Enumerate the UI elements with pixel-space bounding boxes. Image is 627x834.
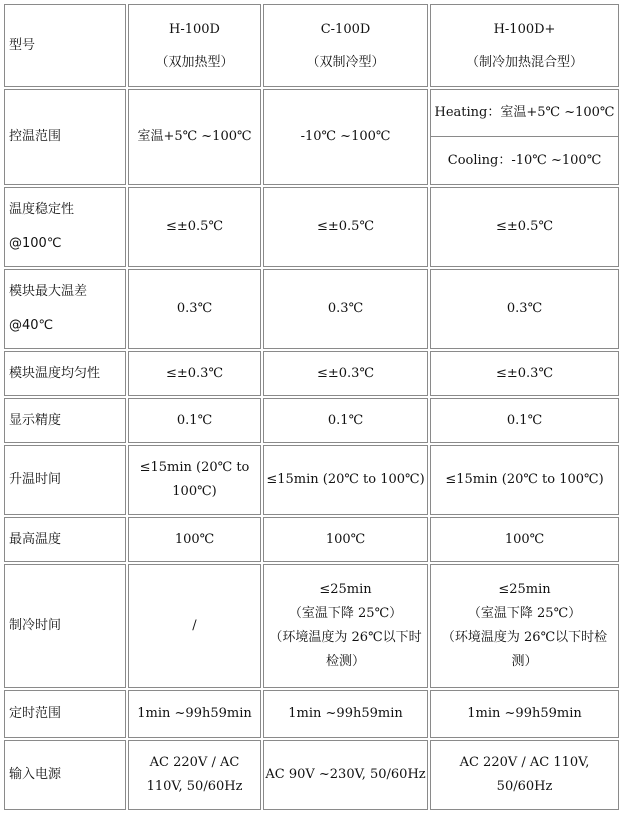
value-cell: ≤15min (20℃ to 100℃)	[263, 445, 428, 515]
row-label: 显示精度	[4, 398, 126, 443]
value-cell: ≤25min （室温下降 25℃） （环境温度为 26℃以下时 检测）	[263, 564, 428, 688]
row-label: 模块温度均匀性	[4, 351, 126, 396]
value-cell	[430, 89, 619, 185]
value-cell: 室温+5℃ ~100℃	[128, 89, 261, 185]
spec-table	[2, 2, 621, 812]
value-cell: 0.3℃	[128, 269, 261, 349]
value-cell: 0.1℃	[430, 398, 619, 443]
row-label: 温度稳定性 @100℃	[4, 187, 126, 267]
cooling-range: Cooling：-10℃ ~100℃	[431, 136, 618, 184]
value-cell: ≤15min (20℃ to 100℃)	[128, 445, 261, 515]
value-cell: -10℃ ~100℃	[263, 89, 428, 185]
value-cell: 1min ~99h59min	[430, 690, 619, 738]
value-cell: ≤±0.5℃	[128, 187, 261, 267]
row-label: 型号	[4, 4, 126, 87]
value-cell: /	[128, 564, 261, 688]
value-cell: ≤±0.5℃	[430, 187, 619, 267]
value-cell: ≤±0.5℃	[263, 187, 428, 267]
value-cell: AC 90V ~230V, 50/60Hz	[263, 740, 428, 810]
row-label: 升温时间	[4, 445, 126, 515]
table-row	[4, 398, 619, 443]
value-cell: ≤25min （室温下降 25℃） （环境温度为 26℃以下时检 测）	[430, 564, 619, 688]
value-cell: 0.1℃	[128, 398, 261, 443]
value-cell: 100℃	[263, 517, 428, 562]
value-cell: ≤15min (20℃ to 100℃)	[430, 445, 619, 515]
value-cell: 100℃	[430, 517, 619, 562]
value-cell: 1min ~99h59min	[128, 690, 261, 738]
table-row	[4, 89, 619, 185]
table-row	[4, 740, 619, 810]
table-row	[4, 564, 619, 688]
row-label: 控温范围	[4, 89, 126, 185]
value-cell: 0.3℃	[263, 269, 428, 349]
table-row	[4, 517, 619, 562]
row-label: 最高温度	[4, 517, 126, 562]
table-row	[4, 187, 619, 267]
model-cell: H-100D+ （制冷加热混合型）	[430, 4, 619, 87]
value-cell: AC 220V / AC 110V, 50/60Hz	[128, 740, 261, 810]
value-cell: 100℃	[128, 517, 261, 562]
row-label: 制冷时间	[4, 564, 126, 688]
value-cell: ≤±0.3℃	[128, 351, 261, 396]
model-cell: H-100D （双加热型）	[128, 4, 261, 87]
table-row	[4, 4, 619, 87]
table-row	[4, 269, 619, 349]
value-cell: 0.3℃	[430, 269, 619, 349]
row-label: 模块最大温差 @40℃	[4, 269, 126, 349]
table-row	[4, 690, 619, 738]
row-label: 输入电源	[4, 740, 126, 810]
value-cell: 1min ~99h59min	[263, 690, 428, 738]
heating-range: Heating：室温+5℃ ~100℃	[434, 105, 615, 120]
value-cell: ≤±0.3℃	[263, 351, 428, 396]
model-cell: C-100D （双制冷型）	[263, 4, 428, 87]
table-row	[4, 445, 619, 515]
value-cell: 0.1℃	[263, 398, 428, 443]
row-label: 定时范围	[4, 690, 126, 738]
value-cell: AC 220V / AC 110V, 50/60Hz	[430, 740, 619, 810]
value-cell: ≤±0.3℃	[430, 351, 619, 396]
table-row	[4, 351, 619, 396]
